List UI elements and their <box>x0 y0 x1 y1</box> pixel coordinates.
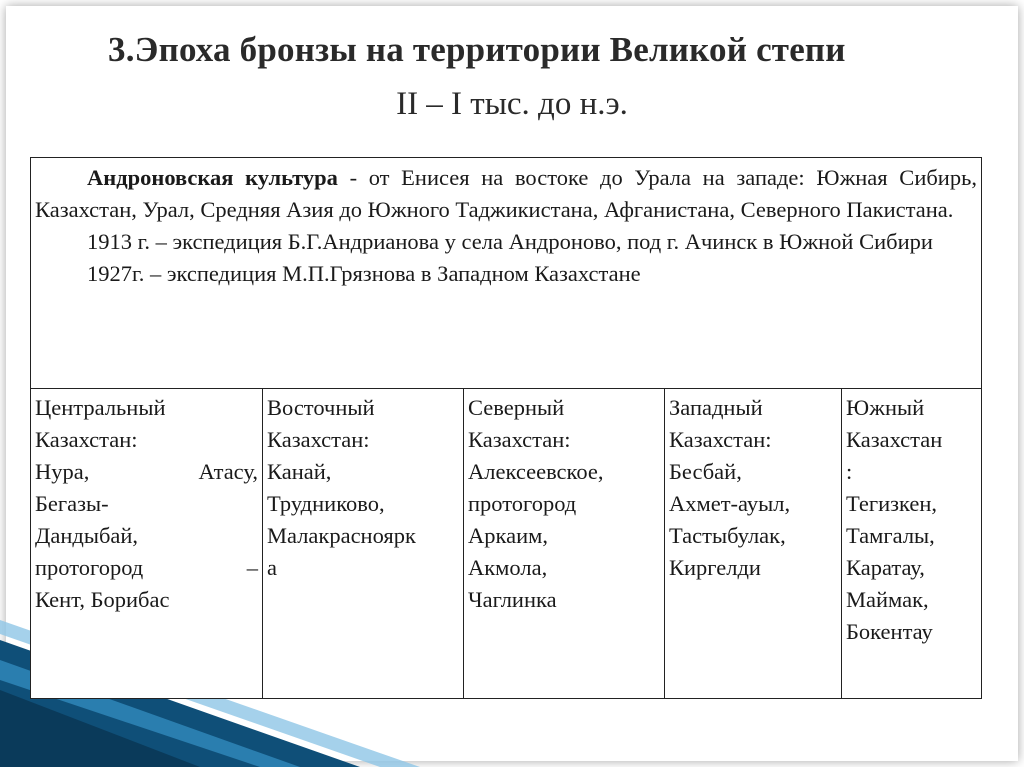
justified-line: Нура, Атасу, <box>35 459 258 484</box>
intro-paragraph-2: 1913 г. – экспедиция Б.Г.Андрианова у села Андроново, под г. Ачинск в Южной Сибири <box>87 229 933 254</box>
region-south: Южный Казахстан : Тегизкен, Тамгалы, Каратау, Маймак, Бокентау <box>842 389 982 699</box>
regions-row <box>31 389 982 699</box>
slide-title: 3.Эпоха бронзы на территории Великой степи <box>108 30 846 69</box>
culture-name: Андроновская культура <box>87 165 338 190</box>
region-east: Восточный Казахстан: Канай, Трудниково, Малакрасноярк а <box>263 389 464 699</box>
intro-paragraph-3: 1927г. – экспедиция М.П.Грязнова в Западном Казахстане <box>87 261 641 286</box>
region-west: Западный Казахстан: Бесбай, Ахмет-ауыл, Тастыбулак, Киргелди <box>665 389 842 699</box>
justified-line: протогород – <box>35 555 258 580</box>
region-central: Центральный Казахстан: Нура, Атасу, Бегазы- Дандыбай, протогород – Кент, Борибас <box>31 389 263 699</box>
intro-row <box>31 158 982 389</box>
intro-cell <box>31 158 982 389</box>
region-north: Северный Казахстан: Алексеевское, протогород Аркаим, Акмола, Чаглинка <box>464 389 665 699</box>
culture-table <box>30 157 982 699</box>
slide-subtitle: II – I тыс. до н.э. <box>396 86 628 122</box>
culture-description: - от Енисея на востоке до Урала на западе: Южная Сибирь, Казахстан, Урал, Средняя Азия до Южного Таджикистана, Афганистана, Северного Пакистана. <box>35 165 977 222</box>
intro-paragraph-1 <box>35 162 977 226</box>
